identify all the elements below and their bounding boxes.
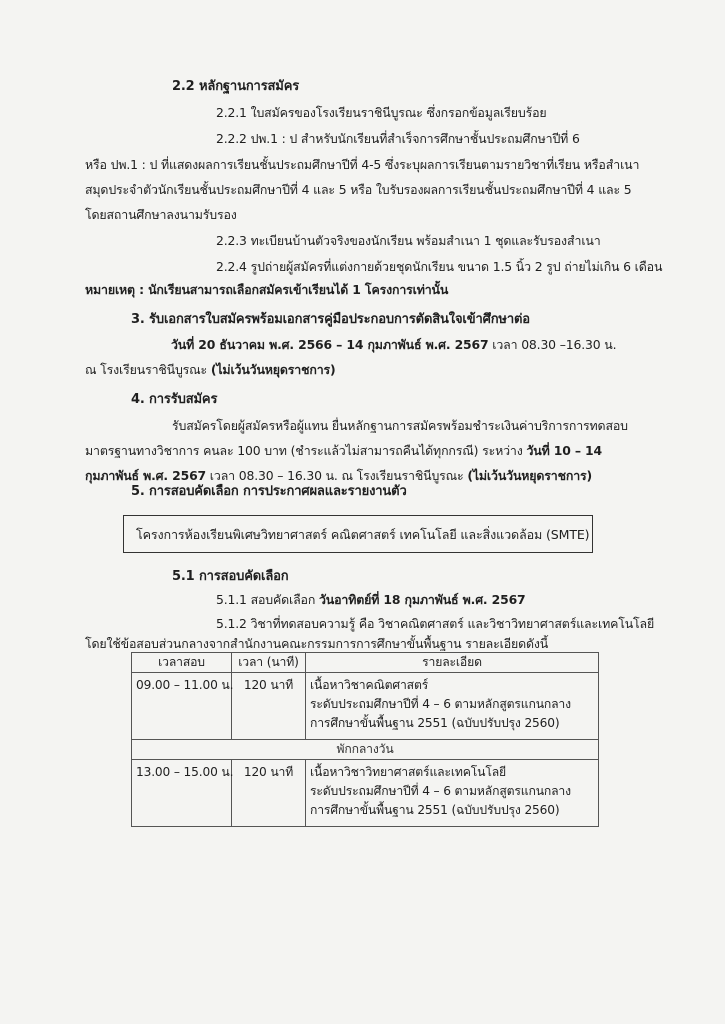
item-2-2-2-line4: โดยสถานศึกษาลงนามรับรอง	[85, 207, 237, 222]
section-5-heading: 5. การสอบคัดเลือก การประกาศผลและรายงานตัว	[131, 484, 407, 499]
row-exam-time: 13.00 – 15.00 น.	[132, 760, 232, 827]
section-3-place-note: (ไม่เว้นวันหยุดราชการ)	[210, 362, 336, 377]
section-4-line1: รับสมัครโดยผู้สมัครหรือผู้แทน ยื่นหลักฐานการสมัครพร้อมชำระเงินค่าบริการการทดสอบ	[172, 418, 628, 433]
item-2-2-2-line2: หรือ ปพ.1 : ป ที่แสดงผลการเรียนชั้นประถมศึกษาปีที่ 4-5 ซึ่งระบุผลการเรียนตามรายวิชาที่เรียน หรือสำเนา	[85, 157, 640, 172]
section-3-heading: 3. รับเอกสารใบสมัครพร้อมเอกสารคู่มือประกอบการตัดสินใจเข้าศึกษาต่อ	[131, 312, 530, 327]
row-detail-line: ระดับประถมศึกษาปีที่ 4 – 6 ตามหลักสูตรแกนกลาง	[310, 697, 571, 711]
note-text: หมายเหตุ : นักเรียนสามารถเลือกสมัครเข้าเรียนได้ 1 โครงการเท่านั้น	[85, 282, 449, 297]
row-details	[306, 760, 599, 827]
section-5-1-heading: 5.1 การสอบคัดเลือก	[172, 569, 289, 584]
item-2-2-2-line3: สมุดประจำตัวนักเรียนชั้นประถมศึกษาปีที่ 4 และ 5 หรือ ใบรับรองผลการเรียนชั้นประถมศึกษาปีที่ 4 และ 5	[85, 182, 632, 197]
row-detail-line: ระดับประถมศึกษาปีที่ 4 – 6 ตามหลักสูตรแกนกลาง	[310, 784, 571, 798]
item-5-1-2-line1: 5.1.2 วิชาที่ทดสอบความรู้ คือ วิชาคณิตศาสตร์ และวิชาวิทยาศาสตร์และเทคโนโลยี	[216, 616, 655, 631]
section-3-place-line	[85, 362, 336, 378]
lunch-break-row	[132, 740, 599, 760]
item-5-1-1	[216, 592, 526, 608]
section-4-line3	[85, 468, 592, 484]
program-box-label: โครงการห้องเรียนพิเศษวิทยาศาสตร์ คณิตศาสตร์ เทคโนโลยี และสิ่งแวดล้อม (SMTE)	[136, 527, 590, 542]
item-2-2-1: 2.2.1 ใบสมัครของโรงเรียนราชินีบูรณะ ซึ่งกรอกข้อมูลเรียบร้อย	[216, 105, 547, 120]
item-2-2-3: 2.2.3 ทะเบียนบ้านตัวจริงของนักเรียน พร้อมสำเนา 1 ชุดและรับรองสำเนา	[216, 233, 601, 248]
row-detail-line: เนื้อหาวิชาวิทยาศาสตร์และเทคโนโลยี	[310, 765, 507, 779]
exam-schedule-table	[131, 652, 599, 827]
item-2-2-2-line1: 2.2.2 ปพ.1 : ป สำหรับนักเรียนที่สำเร็จการศึกษาชั้นประถมศึกษาปีที่ 6	[216, 131, 580, 146]
item-5-1-1-date: วันอาทิตย์ที่ 18 กุมภาพันธ์ พ.ศ. 2567	[318, 592, 526, 607]
row-duration: 120 นาที	[232, 760, 306, 827]
row-detail-line: เนื้อหาวิชาคณิตศาสตร์	[310, 678, 429, 692]
section-3-date: วันที่ 20 ธันวาคม พ.ศ. 2566 – 14 กุมภาพันธ์ พ.ศ. 2567	[171, 337, 489, 352]
section-4-line2-text: มาตรฐานทางวิชาการ คนละ 100 บาท (ชำระแล้วไม่สามารถคืนได้ทุกกรณี) ระหว่าง	[85, 443, 527, 458]
program-box	[123, 515, 593, 553]
header-duration: เวลา (นาที)	[232, 653, 306, 673]
section-4-heading: 4. การรับสมัคร	[131, 392, 218, 407]
item-5-1-2-line2: โดยใช้ข้อสอบส่วนกลางจากสำนักงานคณะกรรมการการศึกษาขั้นพื้นฐาน รายละเอียดดังนี้	[85, 636, 549, 651]
section-4-line2-date: วันที่ 10 – 14	[526, 443, 603, 458]
section-3-date-line	[171, 337, 616, 353]
section-4-line3-date: กุมภาพันธ์ พ.ศ. 2567	[85, 468, 207, 483]
section-2-2-heading: 2.2 หลักฐานการสมัคร	[172, 79, 300, 94]
header-exam-time: เวลาสอบ	[132, 653, 232, 673]
section-3-time: เวลา 08.30 –16.30 น.	[488, 337, 617, 352]
table-row	[132, 673, 599, 740]
section-4-line3-text: เวลา 08.30 – 16.30 น. ณ โรงเรียนราชินีบูรณะ	[206, 468, 468, 483]
row-detail-line: การศึกษาขั้นพื้นฐาน 2551 (ฉบับปรับปรุง 2560)	[310, 803, 560, 817]
section-4-line3-note: (ไม่เว้นวันหยุดราชการ)	[467, 468, 593, 483]
section-4-line2	[85, 443, 602, 459]
header-details: รายละเอียด	[306, 653, 599, 673]
lunch-break-label: พักกลางวัน	[132, 740, 599, 760]
item-2-2-4: 2.2.4 รูปถ่ายผู้สมัครที่แต่งกายด้วยชุดนักเรียน ขนาด 1.5 นิ้ว 2 รูป ถ่ายไม่เกิน 6 เดือน	[216, 259, 663, 274]
table-row	[132, 760, 599, 827]
row-exam-time: 09.00 – 11.00 น.	[132, 673, 232, 740]
row-duration: 120 นาที	[232, 673, 306, 740]
table-header-row	[132, 653, 599, 673]
row-detail-line: การศึกษาขั้นพื้นฐาน 2551 (ฉบับปรับปรุง 2560)	[310, 716, 560, 730]
row-details	[306, 673, 599, 740]
item-5-1-1-text: 5.1.1 สอบคัดเลือก	[216, 592, 319, 607]
section-3-place: ณ โรงเรียนราชินีบูรณะ	[85, 362, 211, 377]
